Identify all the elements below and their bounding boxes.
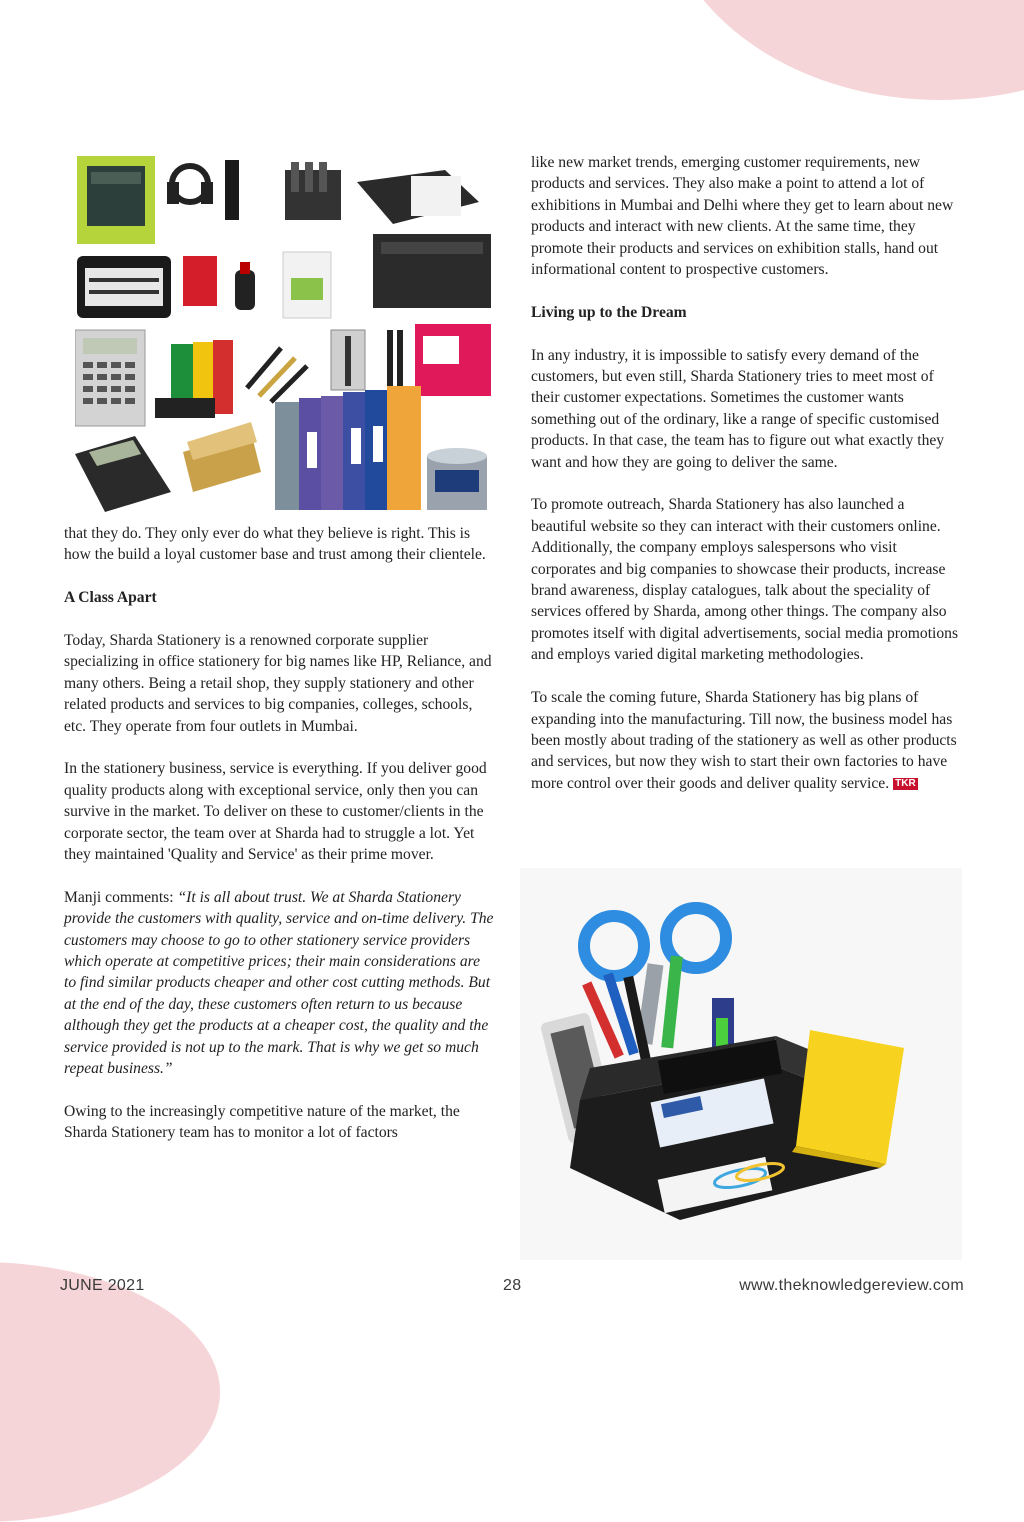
decorative-pink-blob-bottom — [0, 1262, 220, 1522]
paragraph: like new market trends, emerging customer requirements, new products and services. They also make a point to attend a lot of exhibitions in Mumbai and Delhi where they get to learn about new products and interact with new clients. At the same time, they promote their products and services on exhibition stalls, hand out informational content to prospective customers. — [531, 154, 954, 279]
desk-organizer-image — [520, 868, 962, 1260]
closing-paragraph — [531, 687, 963, 794]
footer-issue-date: JUNE 2021 — [60, 1277, 145, 1294]
stationery-products-image — [75, 152, 493, 514]
footer-website-url: www.theknowledgereview.com — [739, 1277, 964, 1294]
article-right-column — [531, 152, 963, 816]
paragraph: that they do. They only ever do what they believe is right. This is how the build a loyal customer base and trust among their clientele. — [64, 525, 486, 564]
article-left-column — [64, 523, 496, 1165]
paragraph: Today, Sharda Stationery is a renowned corporate supplier specializing in office stationery for big names like HP, Reliance, and many others. Being a retail shop, they supply stationery and other related products and services to big companies, colleges, schools, etc. They operate from four outlets in Mumbai. — [64, 632, 492, 735]
quote-text: “It is all about trust. We at Sharda Stationery provide the customers with quality, service and on-time delivery. The customers may choose to go to other stationery service providers which operate at competitive prices; their main considerations are to find similar products cheaper and other cost cutting methods. But at the end of the day, these customers often return to us because although they get the products at a cheaper cost, the quality and the service provided is not up to the mark. That is why we get so much repeat business.” — [64, 888, 494, 1078]
paragraph: In any industry, it is impossible to satisfy every demand of the customers, but even still, Sharda Stationery tries to meet most of their customer expectations. Sometimes the customer wants something out of the ordinary, like a range of specific customised products. In that case, the team has to figure out what exactly they want and how they are going to deliver the same. — [531, 346, 945, 471]
quote-lead: Manji comments: — [64, 888, 178, 906]
closing-text: To scale the coming future, Sharda Stationery has big plans of expanding into the manufacturing. Till now, the business model has been mostly about trading of the stationery as well as other products and services, but now they wish to start their own factories to have more control over their goods and deliver quality service. — [531, 689, 957, 792]
section-heading-class-apart: A Class Apart — [64, 589, 157, 607]
paragraph: In the stationery business, service is everything. If you deliver good quality products along with exceptional service, only then you can survive in the market. To deliver on these to customer/clients in the corporate sector, the team over at Sharda had to struggle a lot. Yet they maintained 'Quality and Service' as their prime mover. — [64, 760, 487, 864]
paragraph: Owing to the increasingly competitive nature of the market, the Sharda Stationery team has to monitor a lot of factors — [64, 1102, 460, 1142]
section-heading-living-up: Living up to the Dream — [531, 303, 687, 321]
decorative-pink-blob-top — [660, 0, 1024, 100]
footer-page-number: 28 — [503, 1277, 522, 1294]
tkr-end-mark-logo: TKR — [895, 777, 916, 789]
paragraph: To promote outreach, Sharda Stationery has also launched a beautiful website so they can interact with their customers online. Additionally, the company employs salespersons who visit corporates and big companies to showcase their products, increase brand awareness, display catalogues, talk about the speciality of services offered by Sharda, among other things. The company also promotes itself with digital advertisements, social media promotions and employs varied digital marketing methodologies. — [531, 496, 959, 664]
quote-paragraph — [64, 887, 496, 1080]
